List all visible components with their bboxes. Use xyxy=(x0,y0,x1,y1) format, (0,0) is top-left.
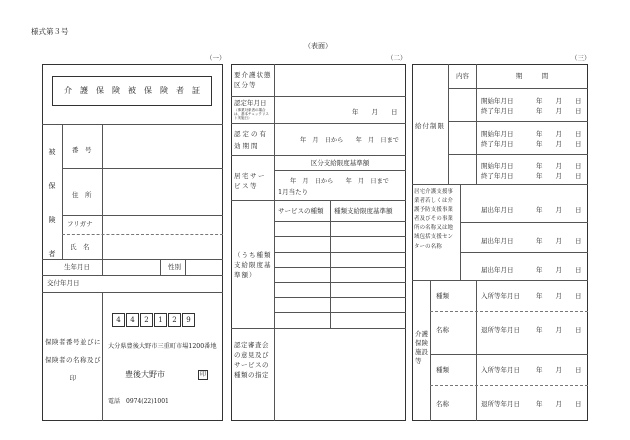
notify-date-label: 届出年月日 xyxy=(481,237,514,245)
side-label: （表面） xyxy=(304,42,332,50)
discharge-date-label: 退所等年月日 xyxy=(481,400,520,408)
number-label: 番 号 xyxy=(72,146,92,154)
discharge-date-value: 年 月 日 xyxy=(536,326,582,334)
type-limit-column: 種類支給限度基準額 xyxy=(334,207,393,215)
notify-date-value: 年 月 日 xyxy=(536,237,582,245)
admission-date-label: 入所等年月日 xyxy=(481,292,520,300)
name-label: 氏 名 xyxy=(70,243,90,251)
start-date-label: 開始年月日 xyxy=(481,162,514,170)
issue-date-label: 交付年月日 xyxy=(47,279,80,287)
care-support-label: 居宅介護支援事業者若しくは介護予防支援事業者及びその事業所の名称又は地域包括支援センターの名称 xyxy=(414,189,454,250)
facility-name-label: 名称 xyxy=(436,400,449,408)
home-service-value: 年 月 日から 年 月 日まで xyxy=(290,178,389,185)
insurer-digit: 4 xyxy=(126,313,139,327)
panel-label-3: （三） xyxy=(571,54,591,62)
insurer-name: 豊後大野市 xyxy=(125,370,165,379)
start-date-value: 年 月 日 xyxy=(536,130,582,138)
benefit-limit-label: 給付制限 xyxy=(415,122,445,130)
start-date-value: 年 月 日 xyxy=(536,162,582,170)
notify-date-label: 届出年月日 xyxy=(481,206,514,214)
end-date-label: 終了年月日 xyxy=(481,140,514,148)
card-title: 介 護 保 険 被 保 険 者 証 xyxy=(64,86,200,95)
discharge-date-label: 退所等年月日 xyxy=(481,326,520,334)
cert-date-value: 年 月 日 xyxy=(352,108,398,116)
insurer-address: 大分県豊後大野市三重町市場1200番地 xyxy=(108,343,217,350)
facility-kind-label: 種類 xyxy=(436,366,449,374)
start-date-value: 年 月 日 xyxy=(536,97,582,105)
cert-date-label: 認定年月日 xyxy=(234,99,267,107)
insurer-digit: 2 xyxy=(168,313,181,327)
insurer-label: 保険者番号並びに保険者の名称及び印 xyxy=(45,338,101,382)
end-date-value: 年 月 日 xyxy=(536,140,582,148)
notify-date-value: 年 月 日 xyxy=(536,206,582,214)
per-month-label: 1月当たり xyxy=(278,188,309,196)
birthdate-label: 生年月日 xyxy=(64,263,90,271)
admission-date-label: 入所等年月日 xyxy=(481,366,520,374)
limit-header: 区分支給限度基準額 xyxy=(310,159,370,167)
home-service-label: 居宅サービス等 xyxy=(234,172,266,190)
content-column: 内容 xyxy=(456,72,469,80)
furigana-label: フリガナ xyxy=(67,220,93,228)
start-date-label: 開始年月日 xyxy=(481,97,514,105)
admission-date-value: 年 月 日 xyxy=(536,366,582,374)
admission-date-value: 年 月 日 xyxy=(536,292,582,300)
insurer-digit: 2 xyxy=(140,313,153,327)
insurer-phone: 電話 0974(22)1001 xyxy=(108,398,169,405)
end-date-value: 年 月 日 xyxy=(536,107,582,115)
period-column: 期 間 xyxy=(515,72,549,80)
facility-label: 介護保険施設等 xyxy=(415,330,428,365)
cert-date-note: （事業対象者の場合は、基本チェックリスト実施日） xyxy=(234,108,269,121)
notify-date-label: 届出年月日 xyxy=(481,266,514,274)
panel-label-1: （一） xyxy=(206,54,226,62)
end-date-value: 年 月 日 xyxy=(536,172,582,180)
form-number: 様式第３号 xyxy=(31,27,69,36)
address-label: 住 所 xyxy=(72,191,92,199)
facility-kind-label: 種類 xyxy=(436,292,449,300)
end-date-label: 終了年月日 xyxy=(481,172,514,180)
panel-label-2: （二） xyxy=(387,54,407,62)
validity-value: 年 月 日から 年 月 日まで xyxy=(300,137,399,144)
insurer-digit: 1 xyxy=(154,313,167,327)
facility-name-label: 名称 xyxy=(436,326,449,334)
type-limit-label: （うち種類支給限度基準額） xyxy=(234,251,272,279)
insurer-seal: 印 xyxy=(199,371,206,378)
care-level-label: 要介護状態区分等 xyxy=(234,71,272,89)
insurer-digit: 4 xyxy=(112,313,125,327)
insurer-digit: 9 xyxy=(182,313,195,327)
opinion-label: 認定審査会の意見及びサービスの種類の指定 xyxy=(234,341,269,379)
discharge-date-value: 年 月 日 xyxy=(536,400,582,408)
notify-date-value: 年 月 日 xyxy=(536,266,582,274)
insured-section-label: 被 保 険 者 xyxy=(48,148,56,267)
end-date-label: 終了年月日 xyxy=(481,107,514,115)
service-type-column: サービスの種類 xyxy=(278,207,324,215)
validity-label: 認定の有効期間 xyxy=(234,130,268,150)
sex-label: 性別 xyxy=(168,263,181,271)
start-date-label: 開始年月日 xyxy=(481,130,514,138)
